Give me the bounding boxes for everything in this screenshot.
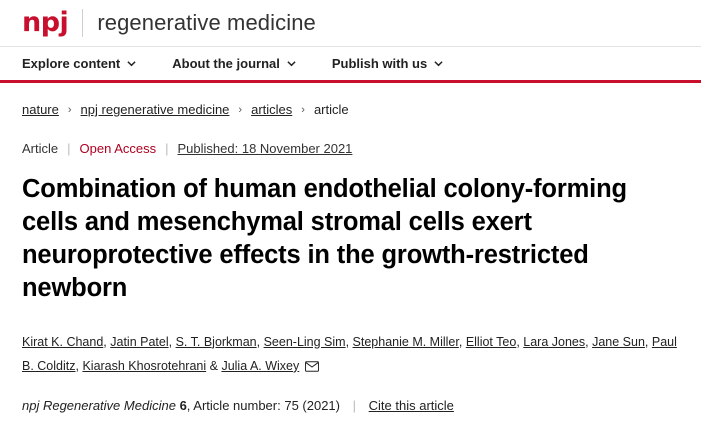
citation-volume: 6 — [179, 398, 187, 414]
main-navigation — [0, 46, 701, 83]
author-separator: , — [644, 334, 652, 349]
author-list — [22, 330, 679, 379]
author-link[interactable]: Paul B. Colditz — [22, 334, 677, 373]
nav-item-about-the-journal[interactable] — [172, 56, 296, 71]
breadcrumb-item-journal[interactable]: npj regenerative medicine — [80, 102, 230, 117]
breadcrumb-item-nature[interactable]: nature — [22, 102, 59, 117]
author-separator: , — [458, 334, 466, 349]
author-link[interactable]: Kiarash Khosrotehrani — [82, 358, 207, 373]
author-link[interactable]: Jatin Patel — [110, 334, 169, 349]
journal-logo-npj[interactable]: npj — [22, 6, 69, 38]
page-title: Combination of human endothelial colony-forming cells and mesenchymal stromal cells exert neuroprotective effects in the growth-restricted newborn — [22, 175, 627, 303]
cite-this-article-link[interactable]: Cite this article — [368, 398, 454, 414]
breadcrumb-separator: › — [301, 103, 305, 116]
breadcrumb-item-current: article — [313, 102, 349, 117]
author-separator: , — [75, 358, 83, 373]
citation-line — [22, 398, 679, 413]
author-separator: , — [345, 334, 353, 349]
open-access-badge: Open Access — [79, 141, 157, 156]
article-type-label: Article — [22, 141, 59, 156]
author-separator: , — [103, 334, 111, 349]
citation-divider: | — [352, 398, 357, 414]
citation-article-number: , Article number: 75 (2021) — [186, 398, 340, 414]
nav-item-explore-content[interactable] — [22, 56, 136, 71]
author-separator: , — [585, 334, 593, 349]
breadcrumb-item-articles[interactable]: articles — [251, 102, 293, 117]
chevron-down-icon — [287, 59, 296, 68]
meta-divider: | — [67, 141, 71, 156]
published-date[interactable]: Published: 18 November 2021 — [177, 141, 353, 156]
article-meta — [22, 141, 679, 156]
breadcrumb-separator: › — [67, 103, 72, 116]
masthead — [0, 0, 701, 46]
logo-divider — [82, 9, 83, 37]
nav-item-label: Publish with us — [331, 56, 428, 71]
chevron-down-icon — [434, 59, 443, 68]
meta-divider: | — [165, 141, 169, 156]
author-link[interactable]: Seen-Ling Sim — [263, 334, 346, 349]
nav-item-publish-with-us[interactable] — [332, 56, 443, 71]
author-separator: , — [516, 334, 524, 349]
author-separator: , — [256, 334, 264, 349]
nav-item-label: About the journal — [172, 56, 280, 71]
citation-journal-name: npj Regenerative Medicine — [22, 398, 176, 414]
breadcrumb — [22, 102, 679, 117]
author-link[interactable]: Lara Jones — [523, 334, 586, 349]
envelope-icon[interactable] — [305, 361, 319, 372]
author-separator: , — [168, 334, 176, 349]
article-page — [0, 102, 701, 413]
corresponding-author-link[interactable]: Julia A. Wixey — [221, 358, 300, 373]
nav-item-label: Explore content — [22, 56, 121, 71]
breadcrumb-separator: › — [238, 103, 243, 116]
journal-title[interactable]: regenerative medicine — [97, 10, 316, 35]
author-link[interactable]: Kirat K. Chand — [22, 334, 104, 349]
author-ampersand: & — [209, 358, 218, 373]
chevron-down-icon — [127, 59, 136, 68]
author-link[interactable]: Elliot Teo — [465, 334, 517, 349]
author-link[interactable]: Stephanie M. Miller — [352, 334, 459, 349]
author-link[interactable]: S. T. Bjorkman — [175, 334, 257, 349]
author-link[interactable]: Jane Sun — [592, 334, 645, 349]
